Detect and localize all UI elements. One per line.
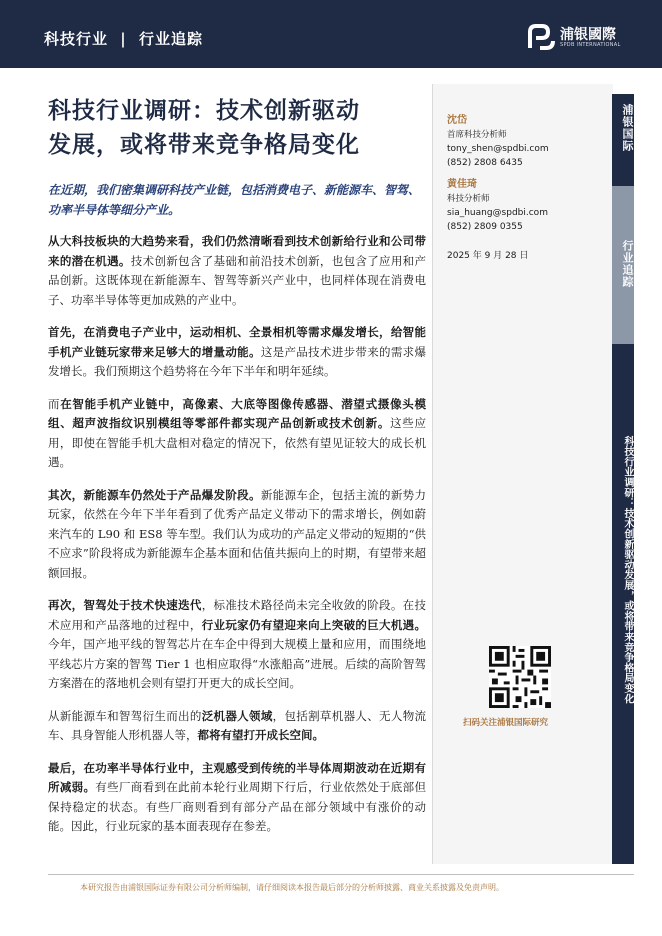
side-strip-brand-text: 浦银国际 bbox=[621, 104, 634, 152]
analyst-2-name: 黄佳琦 bbox=[447, 179, 477, 190]
analyst-1-role: 首席科技分析师 bbox=[447, 130, 507, 140]
paragraph-6-highlight-2: 都将有望打开成长空间。 bbox=[197, 728, 324, 742]
header-separator: | bbox=[120, 30, 127, 48]
paragraph-7-highlight: 最后，在功率半导体行业中，主观感受到传统的半导体周期波动在近期有所减弱。 bbox=[48, 760, 426, 794]
paragraph-6-highlight: 泛机器人领域 bbox=[201, 708, 273, 723]
header-subsection: 行业追踪 bbox=[138, 30, 203, 48]
analyst-card-2 bbox=[447, 178, 548, 234]
report-title-line-2: 发展，或将带来竞争格局变化 bbox=[48, 131, 360, 158]
analyst-1-phone: (852) 2808 6435 bbox=[447, 158, 523, 168]
analyst-2-phone: (852) 2809 0355 bbox=[447, 222, 523, 232]
paragraph-5-middle: ，标准技术路径尚未完全收敛的阶段。在技术应用和产品落地的过程中， bbox=[48, 598, 427, 632]
side-strip-report-title-text: 科技行业调研：技术创新驱动发展，或将带来竞争格局变化 bbox=[622, 436, 633, 704]
footer-divider bbox=[48, 874, 634, 875]
paragraph-3-text: 这些应用，即使在智能手机大盘相对稳定的情况下，依然有望见证较大的成长机遇。 bbox=[48, 416, 427, 469]
report-title-line-1: 科技行业调研：技术创新驱动 bbox=[48, 97, 360, 124]
paragraph-3-prefix: 而 bbox=[48, 396, 61, 411]
body-paragraph-7 bbox=[48, 759, 426, 837]
brand-subtitle: SPDB INTERNATIONAL bbox=[560, 42, 621, 48]
qr-code-icon bbox=[489, 646, 551, 708]
report-title bbox=[48, 94, 428, 162]
paragraph-5-highlight: 再次，智驾处于技术快速迭代 bbox=[48, 598, 202, 612]
side-strip-category-text: 行业追踪 bbox=[621, 240, 634, 288]
brand-name: 浦银國際 bbox=[560, 27, 616, 43]
report-header bbox=[0, 0, 662, 68]
body-paragraph-4 bbox=[48, 486, 426, 584]
analyst-sidebar bbox=[432, 84, 613, 864]
paragraph-6-prefix: 从新能源车和智驾衍生而出的 bbox=[48, 708, 202, 723]
header-section: 科技行业 bbox=[44, 30, 109, 48]
footer-disclaimer: 本研究报告由浦银国际证券有限公司分析师编制，请仔细阅读本报告最后部分的分析师披露、商业关系披露及免责声明。 bbox=[80, 883, 504, 892]
paragraph-6-middle: ，包括割草机器人、无人物流车、具身智能人形机器人等， bbox=[48, 708, 427, 742]
paragraph-7-text: 有些厂商看到在此前本轮行业周期下行后，行业依然处于底部但保持稳定的状态。有些厂商则看到有部分产品在部分领域中有涨价的动能。因此，行业玩家的基本面表现存在参差。 bbox=[48, 780, 427, 833]
paragraph-2-highlight: 首先，在消费电子产业中，运动相机、全景相机等需求爆发增长，给智能手机产业链玩家带来足够大的增量动能。 bbox=[48, 325, 426, 359]
paragraph-1-highlight: 从大科技板块的大趋势来看，我们仍然清晰看到技术创新给行业和公司带来的潜在机遇。 bbox=[48, 234, 426, 268]
report-date: 2025 年 9 月 28 日 bbox=[447, 251, 529, 261]
paragraph-5-highlight-2: 行业玩家仍有望迎来向上突破的巨大机遇。 bbox=[201, 617, 427, 632]
side-strip-category bbox=[612, 186, 634, 344]
analyst-1-name: 沈岱 bbox=[447, 115, 467, 126]
paragraph-3-highlight: 在智能手机产业链中，高像素、大底等图像传感器、潜望式摄像头模组、超声波指纹识别模组等零部件都实现产品创新或技术创新。 bbox=[48, 396, 426, 430]
body-paragraph-5 bbox=[48, 596, 426, 694]
analyst-2-role: 科技分析师 bbox=[447, 194, 490, 204]
side-strip-brand bbox=[612, 94, 634, 186]
brand-logo bbox=[526, 22, 626, 54]
brand-logo-icon bbox=[526, 22, 556, 52]
analyst-1-email[interactable]: tony_shen@spdbi.com bbox=[447, 144, 549, 154]
body-paragraph-2 bbox=[48, 323, 426, 382]
analyst-card-1 bbox=[447, 114, 549, 170]
header-breadcrumb bbox=[44, 28, 203, 49]
paragraph-5-text: 今年，国产地平线的智驾芯片在车企中得到大规模上量和应用，而围绕地平线芯片方案的智驾 Tier 1 也相应取得“水涨船高”进展。后续的高阶智驾方案潜在的落地机会则有望打开更大的成长空间。 bbox=[48, 637, 426, 690]
report-body bbox=[48, 232, 426, 850]
side-strip-report-title bbox=[612, 344, 634, 864]
paragraph-1-text: 技术创新包含了基础和前沿技术创新，也包含了应用和产品创新。这既体现在新能源车、智驾等新兴产业中，也同样体现在消费电子、功率半导体等更加成熟的产业中。 bbox=[48, 253, 427, 307]
body-paragraph-3 bbox=[48, 395, 426, 473]
body-paragraph-1 bbox=[48, 232, 426, 310]
analyst-2-email[interactable]: sia_huang@spdbi.com bbox=[447, 208, 548, 218]
qr-caption: 扫码关注浦银国际研究 bbox=[463, 718, 549, 728]
paragraph-4-text: 新能源车企，包括主流的新势力玩家，依然在今年下半年看到了优秀产品定义带动下的需求增长，例如蔚来汽车的 L90 和 ES8 等车型。我们认为成功的产品定义带动的短期的“供不应求”阶段将成为新能源车企基本面和估值共振向上的时期，有望带来超额回报。 bbox=[48, 487, 427, 580]
paragraph-2-text: 这是产品技术进步带来的需求爆发增长。我们预期这个趋势将在今年下半年和明年延续。 bbox=[48, 344, 427, 378]
paragraph-4-highlight: 其次，新能源车仍然处于产品爆发阶段。 bbox=[48, 487, 261, 502]
body-paragraph-6 bbox=[48, 707, 426, 746]
report-lead: 在近期，我们密集调研科技产业链，包括消费电子、新能源车、智驾、功率半导体等细分产业。 bbox=[48, 183, 421, 217]
